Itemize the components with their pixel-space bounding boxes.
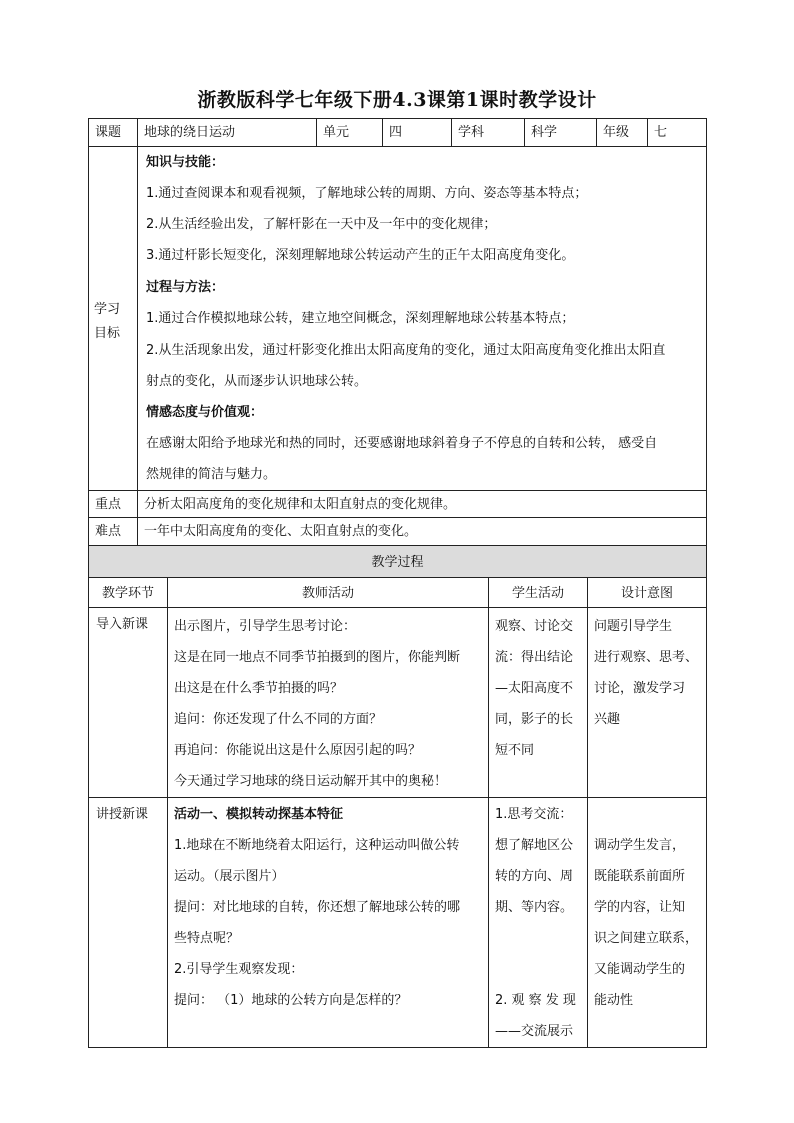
stage2-intent-cell: [587, 797, 707, 1048]
stage1-name: 导入新课: [96, 617, 149, 632]
header-teacher-cell: [167, 577, 489, 608]
topic-value: 地球的绕日运动: [144, 125, 236, 140]
difficulty-label-cell: [88, 517, 138, 546]
key-point-label-cell: [88, 490, 138, 518]
header-intent: 设计意图: [620, 586, 673, 601]
process-heading: 过程与方法：: [146, 280, 225, 295]
header-stage-cell: [88, 577, 168, 608]
stage1-student-line: 同，影子的长: [495, 712, 574, 727]
unit-label-cell: [316, 118, 383, 147]
difficulty-label: 难点: [95, 524, 122, 539]
unit-value: 四: [389, 125, 403, 140]
stage1-intent-line: 兴趣: [594, 712, 621, 727]
topic-label: 课题: [95, 125, 122, 140]
topic-label-cell: [88, 118, 138, 147]
header-student: 学生活动: [511, 586, 564, 601]
stage1-student-line: 观察、讨论交: [495, 619, 574, 634]
unit-label: 单元: [323, 125, 350, 140]
knowledge-heading: 知识与技能：: [146, 155, 225, 170]
stage2-teacher-heading: 活动一、模拟转动探基本特征: [174, 807, 344, 822]
stage1-name-cell: [88, 607, 168, 798]
stage1-teacher-cell: [167, 607, 489, 798]
stage1-teacher-line: 再追问：你能说出这是什么原因引起的吗？: [174, 743, 422, 758]
stage1-student-cell: [488, 607, 588, 798]
stage1-teacher-line: 追问：你还发现了什么不同的方面？: [174, 712, 383, 727]
attitude-item-line1: 在感谢太阳给予地球光和热的同时，还要感谢地球斜着身子不停息的自转和公转， 感受自: [146, 436, 658, 451]
header-intent-cell: [587, 577, 707, 608]
stage2-teacher-line: 1.地球在不断地绕着太阳运行，这种运动叫做公转: [174, 838, 460, 853]
stage2-name-cell: [88, 797, 168, 1048]
objectives-label-line1: 学习: [94, 302, 121, 317]
subject-label-cell: [451, 118, 525, 147]
stage2-name: 讲授新课: [96, 807, 149, 822]
difficulty-value-cell: [137, 517, 707, 546]
stage2-student-line: ——交流展示: [495, 1024, 574, 1039]
subject-label: 学科: [458, 125, 485, 140]
stage2-teacher-line: 提问： （1）地球的公转方向是怎样的？: [174, 993, 408, 1008]
stage1-intent-line: 问题引导学生: [594, 619, 673, 634]
stage1-teacher-line: 出这是在什么季节拍摄的吗？: [174, 681, 344, 696]
process-section-title: 教学过程: [371, 555, 424, 570]
key-point-label: 重点: [95, 497, 122, 512]
subject-value: 科学: [531, 125, 558, 140]
stage1-intent-cell: [587, 607, 707, 798]
stage2-intent-line: 又能调动学生的: [594, 962, 686, 977]
document-title: 浙教版科学七年级下册4.3课第1课时教学设计: [197, 89, 597, 111]
stage2-intent-line: 调动学生发言，: [594, 838, 686, 853]
stage2-teacher-line: 运动。（展示图片）: [174, 869, 285, 884]
stage2-student-line: 想了解地区公: [495, 838, 574, 853]
process-section-header: [88, 545, 707, 578]
subject-value-cell: [524, 118, 597, 147]
knowledge-item-3: 3.通过杆影长短变化，深刻理解地球公转运动产生的正午太阳高度角变化。: [146, 248, 575, 263]
stage2-teacher-line: 提问：对比地球的自转，你还想了解地球公转的哪: [174, 900, 461, 915]
grade-value-cell: [647, 118, 707, 147]
stage2-student-line: 期、等内容。: [495, 900, 574, 915]
grade-label-cell: [596, 118, 648, 147]
process-item-2-line1: 2.从生活现象出发，通过杆影变化推出太阳高度角的变化，通过太阳高度角变化推出太阳直: [146, 343, 666, 358]
stage1-intent-line: 讨论，激发学习: [594, 681, 686, 696]
stage2-teacher-line: 些特点呢？: [174, 931, 240, 946]
stage2-student-line: 2. 观 察 发 现: [495, 993, 576, 1008]
header-stage: 教学环节: [101, 586, 154, 601]
stage2-teacher-cell: [167, 797, 489, 1048]
attitude-heading: 情感态度与价值观：: [146, 405, 264, 420]
stage1-student-line: 短不同: [495, 743, 535, 758]
header-teacher: 教师活动: [301, 586, 354, 601]
stage2-student-line: 1.思考交流：: [495, 807, 573, 822]
stage2-intent-line: 识之间建立联系，: [594, 931, 699, 946]
stage1-teacher-line: 这是在同一地点不同季节拍摄到的图片，你能判断: [174, 650, 461, 665]
difficulty-value: 一年中太阳高度角的变化、太阳直射点的变化。: [144, 524, 418, 539]
grade-label: 年级: [603, 125, 630, 140]
stage1-student-line: 流：得出结论: [495, 650, 574, 665]
attitude-item-line2: 然规律的简洁与魅力。: [146, 467, 277, 482]
knowledge-item-1: 1.通过查阅课本和观看视频，了解地球公转的周期、方向、姿态等基本特点；: [146, 186, 588, 201]
key-point-value-cell: [137, 490, 707, 518]
knowledge-item-2: 2.从生活经验出发，了解杆影在一天中及一年中的变化规律；: [146, 217, 497, 232]
process-item-2-line2: 射点的变化，从而逐步认识地球公转。: [146, 374, 368, 389]
stage2-teacher-line: 2.引导学生观察发现：: [174, 962, 304, 977]
objectives-label-cell: [88, 146, 138, 491]
stage1-student-line: —太阳高度不: [495, 681, 574, 696]
stage1-teacher-line: 今天通过学习地球的绕日运动解开其中的奥秘！: [174, 774, 448, 789]
objectives-label-line2: 目标: [94, 326, 121, 341]
key-point-value: 分析太阳高度角的变化规律和太阳直射点的变化规律。: [144, 497, 457, 512]
unit-value-cell: [382, 118, 452, 147]
process-item-1: 1.通过合作模拟地球公转，建立地空间概念，深刻理解地球公转基本特点；: [146, 311, 575, 326]
grade-value: 七: [654, 125, 668, 140]
stage2-student-cell: [488, 797, 588, 1048]
header-student-cell: [488, 577, 588, 608]
stage1-teacher-line: 出示图片，引导学生思考讨论：: [174, 619, 357, 634]
stage2-intent-line: 学的内容，让知: [594, 900, 686, 915]
stage2-intent-line: 能动性: [594, 993, 634, 1008]
stage2-intent-line: 既能联系前面所: [594, 869, 686, 884]
topic-value-cell: [137, 118, 317, 147]
stage1-intent-line: 进行观察、思考、: [594, 650, 699, 665]
stage2-student-line: 转的方向、周: [495, 869, 574, 884]
